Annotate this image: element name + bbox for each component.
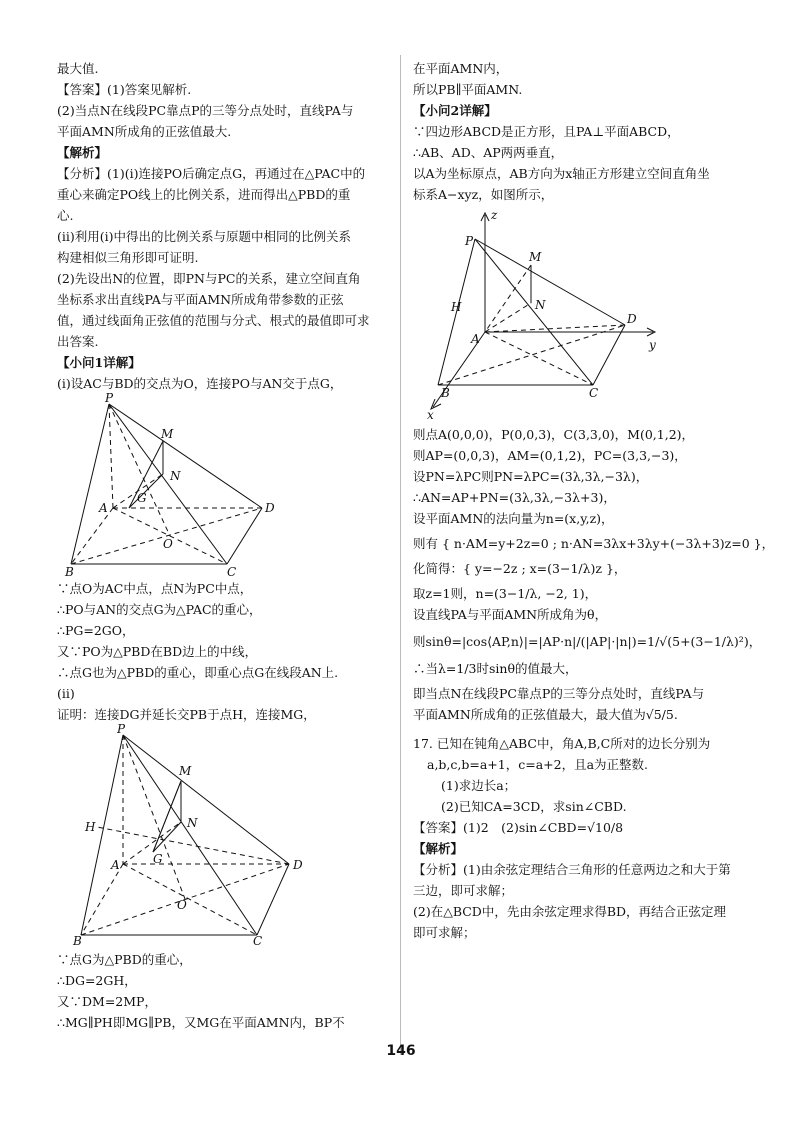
fig1-label: B (65, 565, 74, 579)
text-line: (2)当点N在线段PC靠点P的三等分点处时，直线PA与 (57, 103, 354, 118)
equation-system: 则有 { n·AM=y+2z=0 ; n·AN=3λx+3λy+(−3λ+3)z=0 }， (413, 536, 775, 551)
fig3-label: y (649, 338, 656, 352)
text-line: ∴PG=2GO， (57, 623, 135, 638)
text-line: (2)先设出N的位置，即PN与PC的关系，建立空间直角 (57, 271, 361, 286)
equation-system: 化简得：{ y=−2z ; x=(3−1/λ)z }， (413, 561, 627, 576)
text-line: ∴AN=AP+PN=(3λ,3λ,−3λ+3)， (413, 490, 616, 505)
fig2-label: A (111, 858, 120, 872)
text-line: ∴点G也为△PBD的重心，即重心点G在线段AN上. (57, 665, 339, 680)
text-line: 所以PB∥平面AMN. (413, 82, 523, 97)
fig1-label: A (99, 501, 108, 515)
section-tag: 【小问1详解】 (57, 355, 141, 370)
fig1-label: P (105, 391, 114, 405)
text-line: 出答案. (57, 334, 99, 349)
fig3-label: H (451, 300, 462, 314)
right-column (413, 58, 775, 943)
text-line: 以A为坐标原点，AB方向为x轴正方形建立空间直角坐 (413, 166, 710, 181)
text-line: ∴DG=2GH， (57, 973, 137, 988)
fig1-label: M (161, 427, 174, 441)
text-line: 设平面AMN的法向量为n=(x,y,z)， (413, 511, 614, 526)
problem-17-line: 17. 已知在钝角△ABC中，角A,B,C所对的边长分别为 (413, 736, 711, 751)
fig1-label: G (137, 491, 147, 505)
fig2-label: H (85, 820, 96, 834)
fig2-label: O (177, 898, 187, 912)
text-line: 构建相似三角形即可证明. (57, 250, 199, 265)
text-line: ∴PO与AN的交点G为△PAC的重心， (57, 602, 262, 617)
fig3-label: A (471, 332, 480, 346)
fig3-label: z (491, 208, 498, 222)
fig3-label: B (441, 386, 450, 400)
text-line: 取z=1则，n=(3−1/λ, −2, 1)， (413, 586, 598, 601)
fig2-label: C (253, 934, 263, 948)
text-line: 标系A−xyz，如图所示， (413, 187, 554, 202)
fig2-label: D (293, 858, 303, 872)
text-line: (ii)利用(i)中得出的比例关系与原题中相同的比例关系 (57, 229, 352, 244)
fig2-label: N (187, 816, 198, 830)
section-tag: 【解析】 (413, 841, 464, 856)
fig3-label: N (535, 298, 546, 312)
text-line: 【分析】(1)由余弦定理结合三角形的任意两边之和大于第 (413, 862, 731, 877)
text-line: 平面AMN所成角的正弦值最大. (57, 124, 232, 139)
text-line: 设直线PA与平面AMN所成角为θ， (413, 607, 608, 622)
column-divider (400, 55, 401, 1055)
text-line: 平面AMN所成角的正弦值最大，最大值为√5/5. (413, 707, 678, 722)
text-line: ∵点O为AC中点，点N为PC中点， (57, 581, 253, 596)
text-line: ∴当λ=1/3时sinθ的值最大， (413, 661, 578, 676)
left-column (57, 58, 387, 1033)
answer-line: 【答案】(1)2 (2)sin∠CBD=√10/8 (413, 820, 624, 835)
formula-line: 则sinθ=|cos⟨AP,n⟩|=|AP·n|/(|AP|·|n|)=1/√(5+(3−1/λ)²)， (413, 634, 762, 649)
text-line: ∵四边形ABCD是正方形，且PA⊥平面ABCD， (413, 124, 680, 139)
text-line: (2)在△BCD中，先由余弦定理求得BD，再结合正弦定理 (413, 904, 727, 919)
fig1-label: C (227, 565, 237, 579)
problem-17-part: (1)求边长a； (441, 778, 517, 793)
fig1-label: O (163, 537, 173, 551)
fig2-label: M (179, 764, 192, 778)
page-number: 146 (386, 1043, 416, 1059)
text-line: 心. (57, 208, 74, 223)
text-line: (i)设AC与BD的交点为O，连接PO与AN交于点G， (57, 376, 343, 391)
text-line: 【分析】(1)(i)连接PO后确定点G，再通过在△PAC中的 (57, 166, 366, 181)
coordinate-figure (413, 207, 673, 422)
fig3-label: D (627, 312, 637, 326)
text-line: 三边，即可求解； (413, 883, 514, 898)
text-line: 又∵PO为△PBD在BD边上的中线， (57, 644, 258, 659)
pyramid-figure-2 (57, 722, 303, 948)
section-tag: 【小问2详解】 (413, 103, 497, 118)
problem-17-line: a,b,c,b=a+1，c=a+2，且a为正整数. (427, 757, 649, 772)
fig2-label: P (117, 722, 126, 736)
text-line: 最大值. (57, 61, 99, 76)
text-line: 坐标系求出直线PA与平面AMN所成角带参数的正弦 (57, 292, 344, 307)
fig1-label: D (265, 501, 275, 515)
text-line: 又∵DM=2MP， (57, 994, 157, 1009)
text-line: 在平面AMN内， (413, 61, 509, 76)
fig2-label: B (73, 934, 82, 948)
text-line: 即可求解； (413, 925, 476, 940)
text-line: ∵点G为△PBD的重心， (57, 952, 192, 967)
text-line: ∴MG∥PH即MG∥PB，又MG在平面AMN内，BP不 (57, 1015, 345, 1030)
text-line: 即当点N在线段PC靠点P的三等分点处时，直线PA与 (413, 686, 705, 701)
fig3-label: C (589, 386, 599, 400)
answer-line: 【答案】(1)答案见解析. (57, 82, 192, 97)
text-line: 则AP=(0,0,3)，AM=(0,1,2)，PC=(3,3,−3)， (413, 448, 687, 463)
text-line: 则点A(0,0,0)，P(0,0,3)，C(3,3,0)，M(0,1,2)， (413, 427, 695, 442)
text-line: 证明：连接DG并延长交PB于点H，连接MG， (57, 707, 316, 722)
text-line: ∴AB、AD、AP两两垂直， (413, 145, 564, 160)
pyramid-figure-1 (57, 391, 287, 579)
fig3-label: x (427, 408, 434, 422)
text-line: 重心来确定PO线上的比例关系，进而得出△PBD的重 (57, 187, 351, 202)
fig3-label: P (465, 234, 474, 248)
fig2-label: G (153, 852, 163, 866)
text-line: (ii) (57, 686, 75, 701)
text-line: 设PN=λPC则PN=λPC=(3λ,3λ,−3λ)， (413, 469, 649, 484)
fig3-label: M (529, 250, 542, 264)
section-tag: 【解析】 (57, 145, 108, 160)
text-line: 值，通过线面角正弦值的范围与分式、根式的最值即可求 (57, 313, 370, 328)
fig1-label: N (170, 469, 181, 483)
problem-17-part: (2)已知CA=3CD，求sin∠CBD. (441, 799, 627, 814)
